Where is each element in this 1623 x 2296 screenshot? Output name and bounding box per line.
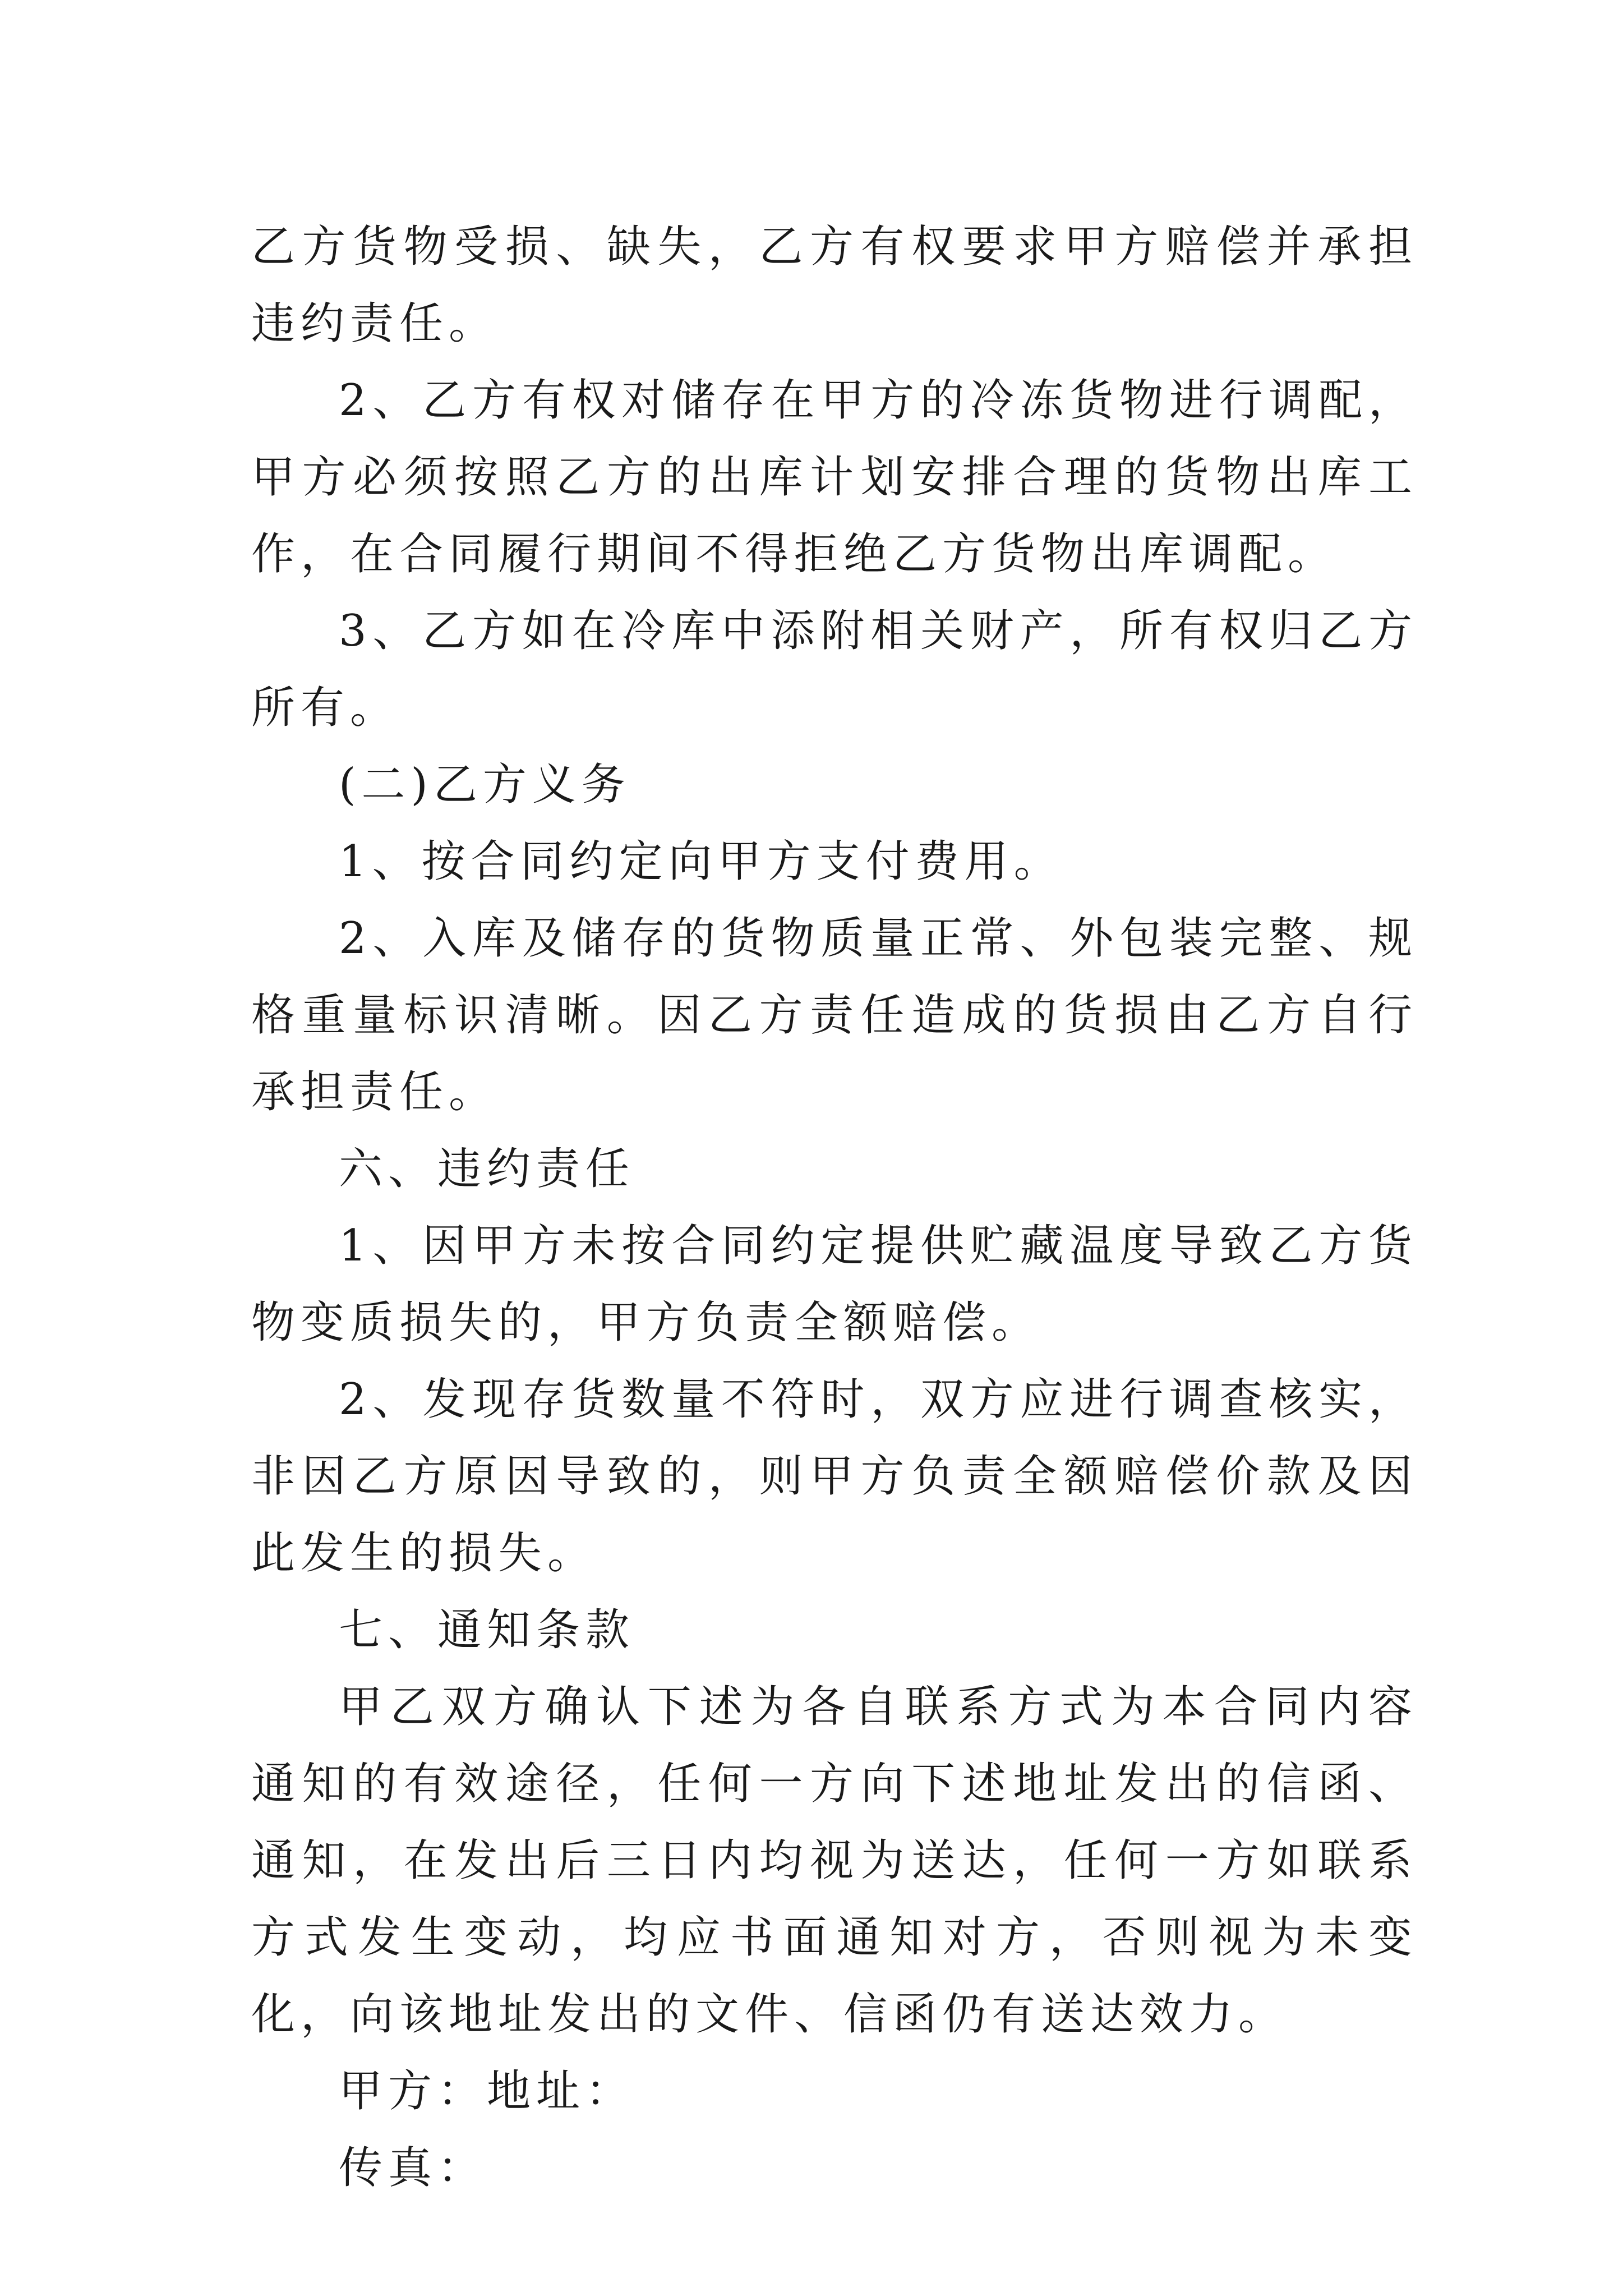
paragraph-obligation-1: 1、按合同约定向甲方支付费用。 (339, 836, 1063, 887)
paragraph-notice: 甲乙双方确认下述为各自联系方式为本合同内容通知的有效途径，任何一方向下述地址发出的信函、通知，在发出后三日内均视为送达，任何一方如联系方式发生变动，均应书面通知对方，否则视为未变化，向该地址发出的文件、信函仍有送达效力。 (251, 1682, 1418, 2040)
paragraph-clause-2-allocation: 2、乙方有权对储存在甲方的冷冻货物进行调配，甲方必须按照乙方的出库计划安排合理的货物出库工作，在合同履行期间不得拒绝乙方货物出库调配。 (251, 375, 1418, 579)
document-body (251, 209, 1418, 2207)
field-party-a-address: 甲方：地址： (339, 2066, 635, 2116)
paragraph-continuation: 乙方货物受损、缺失，乙方有权要求甲方赔偿并承担违约责任。 (251, 222, 1418, 349)
paragraph-obligation-2: 2、入库及储存的货物质量正常、外包装完整、规格重量标识清晰。因乙方责任造成的货损由乙方自行承担责任。 (251, 913, 1418, 1117)
heading-party-b-obligations: (二)乙方义务 (339, 760, 631, 810)
field-fax: 传真： (339, 2143, 487, 2193)
heading-breach-liability: 六、违约责任 (339, 1144, 635, 1194)
heading-notice-clause: 七、通知条款 (339, 1605, 635, 1655)
paragraph-liability-1: 1、因甲方未按合同约定提供贮藏温度导致乙方货物变质损失的，甲方负责全额赔偿。 (251, 1221, 1418, 1348)
paragraph-liability-2: 2、发现存货数量不符时，双方应进行调查核实，非因乙方原因导致的，则甲方负责全额赔偿价款及因此发生的损失。 (251, 1374, 1418, 1579)
paragraph-clause-3-property: 3、乙方如在冷库中添附相关财产，所有权归乙方所有。 (251, 606, 1418, 733)
